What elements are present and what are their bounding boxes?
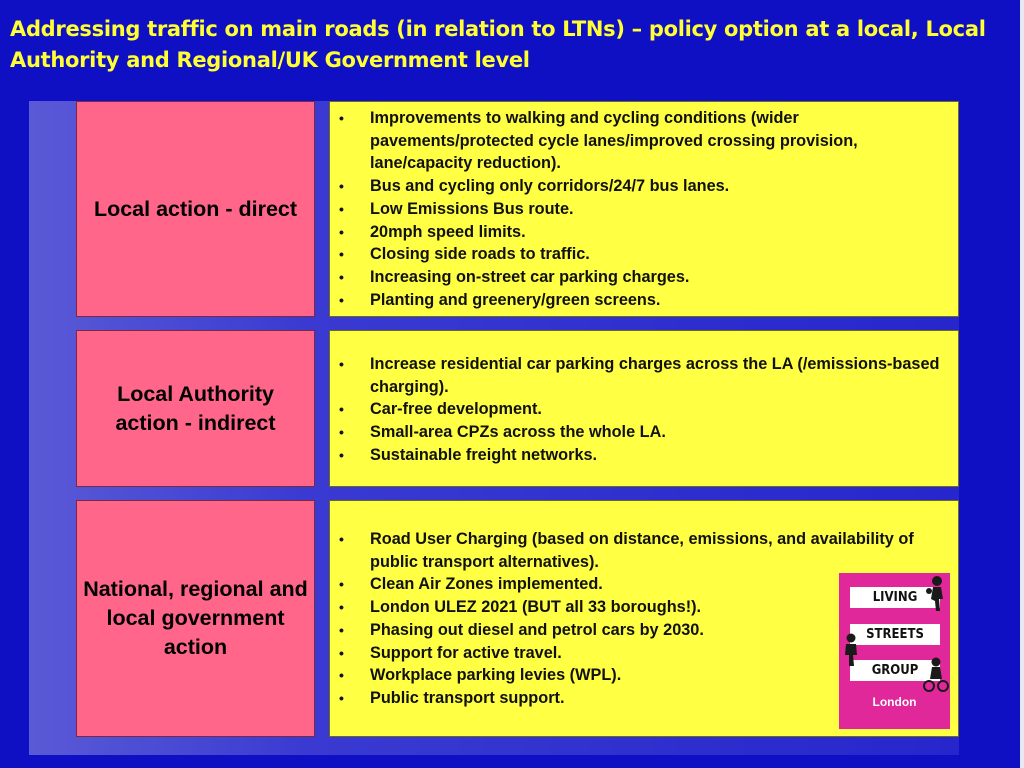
bullet-icon: • — [339, 268, 344, 285]
list-item: • Sustainable freight networks. — [330, 444, 950, 467]
bullet-icon: • — [339, 401, 344, 418]
bullet-icon: • — [339, 246, 344, 263]
list-item: • Road User Charging (based on distance, emissions, and availability of public transport alternatives). — [339, 530, 914, 571]
cyclist-figure-icon — [923, 657, 949, 693]
list-item: • Increase residential car parking charges across the LA (/emissions-based charging). — [339, 355, 940, 396]
slide-title: Addressing traffic on main roads (in relation to LTNs) – policy option at a local, Local Authority and Regional/UK Government level — [10, 17, 986, 72]
list-item: • Phasing out diesel and petrol cars by 2030. — [330, 619, 950, 642]
list-item: • Public transport support. — [330, 687, 950, 710]
bullet-icon: • — [339, 424, 344, 441]
list-item: • Improvements to walking and cycling conditions (wider pavements/protected cycle lanes/improved crossing provision, lane/capacity reduction). — [339, 109, 858, 173]
list-item: • Clean Air Zones implemented. — [330, 573, 950, 596]
bullet-icon: • — [339, 356, 344, 372]
logo-line-3: GROUP — [850, 660, 940, 681]
row-label-text: National, regional and local government action — [83, 577, 308, 659]
list-item: • Support for active travel. — [330, 642, 950, 665]
row-label-text: Local Authority action - indirect — [115, 381, 276, 435]
list-item: • London ULEZ 2021 (BUT all 33 boroughs!). — [330, 596, 950, 619]
bullet-list — [330, 353, 950, 467]
list-item: • Planting and greenery/green screens. — [330, 289, 950, 312]
bullet-icon: • — [339, 223, 344, 240]
list-item: • Small-area CPZs across the whole LA. — [330, 421, 950, 444]
living-streets-logo — [839, 573, 950, 729]
bullet-icon: • — [339, 621, 344, 638]
row-label-local-direct — [76, 101, 315, 317]
logo-line-2: STREETS — [850, 624, 940, 645]
list-item: • Car-free development. — [330, 398, 950, 421]
list-item: • Closing side roads to traffic. — [330, 243, 950, 266]
slide-edge — [1020, 0, 1024, 768]
bullet-icon: • — [339, 689, 344, 706]
row-content-la-indirect — [329, 330, 959, 487]
walker-figure-icon — [841, 633, 861, 667]
list-item: • 20mph speed limits. — [330, 221, 950, 244]
bullet-icon: • — [339, 531, 344, 547]
row-label-text: Local action - direct — [93, 196, 298, 221]
bullet-icon: • — [339, 667, 344, 684]
bullet-icon: • — [339, 200, 344, 217]
bullet-icon: • — [339, 178, 344, 195]
logo-line-1: LIVING — [850, 587, 940, 608]
bullet-icon: • — [339, 291, 344, 308]
row-label-national — [76, 500, 315, 737]
bullet-icon: • — [339, 644, 344, 661]
bullet-icon: • — [339, 446, 344, 463]
bullet-icon: • — [339, 110, 344, 126]
bullet-icon: • — [339, 599, 344, 616]
list-item: • Workplace parking levies (WPL). — [330, 664, 950, 687]
list-item: • Low Emissions Bus route. — [330, 198, 950, 221]
row-content-local-direct — [329, 101, 959, 317]
list-item: • Increasing on-street car parking charges. — [330, 266, 950, 289]
bullet-list — [330, 107, 950, 311]
logo-city: London — [872, 695, 917, 709]
row-label-la-indirect — [76, 330, 315, 487]
list-item: • Bus and cycling only corridors/24/7 bus lanes. — [330, 175, 950, 198]
bullet-icon: • — [339, 576, 344, 593]
walker-figure-icon — [925, 575, 949, 613]
